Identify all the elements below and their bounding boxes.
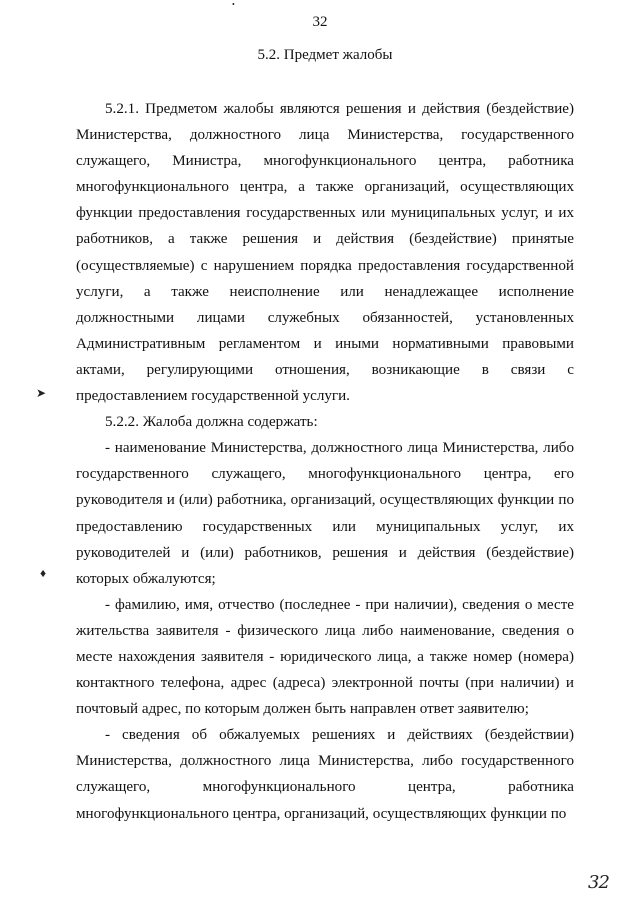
paragraph-5-2-1: 5.2.1. Предметом жалобы являются решения и действия (бездействие) Министерства, должностного лица Министерства, государственного служащего, Министра, многофункционального центра, работника многофункционального центра, а также организаций, осуществляющих функции предоставления государственных или муниципальных услуг, и их работников, а также решения и действия (бездействие) принятые (осуществляемые) с нарушением порядка предоставления государственной услуги, а также неисполнение или ненадлежащее исполнение должностными лицами служебных обязанностей, установленных Административным регламентом и иными нормативными правовыми актами, регулирующими отношения, возникающие в связи с предоставлением государственной услуги. bbox=[76, 101, 574, 405]
section-title: 5.2. Предмет жалобы bbox=[257, 47, 393, 63]
list-item-decisions: - сведения об обжалуемых решениях и действиях (бездействии) Министерства, должностного лица Министерства, либо государственного служащего, многофункционального центра, работника многофункционального центра, организаций, осуществляющих функции по bbox=[76, 727, 574, 822]
top-speck: • bbox=[232, 0, 235, 9]
page-number: 32 bbox=[312, 14, 328, 30]
margin-mark-arrow: ➤ bbox=[36, 386, 47, 400]
body-text bbox=[76, 96, 574, 827]
list-item-applicant: - фамилию, имя, отчество (последнее - при наличии), сведения о месте жительства заявителя - физического лица либо наименование, сведения о месте нахождения заявителя - юридического лица, а также номер (номера) контактного телефона, адрес (адреса) электронной почты (при наличии) и почтовый адрес, по которым должен быть направлен ответ заявителю; bbox=[76, 596, 574, 718]
margin-mark-dot: ♦ bbox=[40, 566, 47, 580]
handwritten-page-number: 32 bbox=[588, 872, 609, 893]
list-item-name: - наименование Министерства, должностного лица Министерства, либо государственного служащего, многофункционального центра, его руководителя и (или) работника, организаций, осуществляющих функции по предоставлению государственных или муниципальных услуг, их руководителей и (или) работников, решения и действия (бездействие) которых обжалуются; bbox=[76, 440, 574, 587]
paragraph-5-2-2: 5.2.2. Жалоба должна содержать: bbox=[105, 414, 318, 431]
